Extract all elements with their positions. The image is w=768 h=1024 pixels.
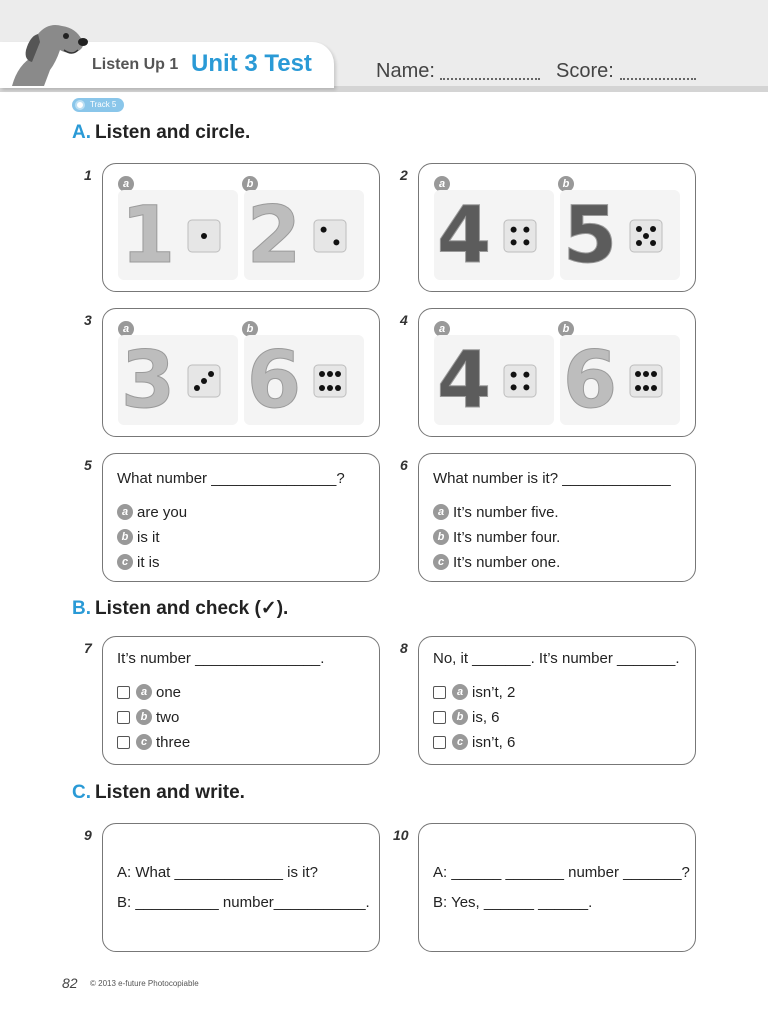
option-c[interactable] <box>117 553 160 571</box>
question-number: 4 <box>400 312 408 328</box>
option-a[interactable] <box>117 683 181 701</box>
option-c[interactable] <box>433 553 560 571</box>
die-pip <box>643 233 649 239</box>
numeral-glyph: 4 <box>436 191 492 280</box>
die-pip <box>335 371 341 377</box>
number-dice-picture[interactable] <box>434 190 554 280</box>
question-number: 1 <box>84 167 92 183</box>
option-text: are you <box>137 503 188 521</box>
option-b-marker: b <box>452 709 468 725</box>
die-pip <box>327 385 333 391</box>
option-b-marker[interactable]: b <box>558 321 574 337</box>
number-dice-picture[interactable] <box>560 335 680 425</box>
question-number: 7 <box>84 640 92 656</box>
die-pip <box>635 385 641 391</box>
question-number: 9 <box>84 827 92 843</box>
die-pip <box>523 372 529 378</box>
section-c-title <box>72 782 245 804</box>
question-number: 3 <box>84 312 92 328</box>
number-dice-picture[interactable] <box>244 335 364 425</box>
die-pip <box>335 385 341 391</box>
option-a[interactable] <box>433 503 559 521</box>
option-text: isn’t, 2 <box>472 683 516 701</box>
die-pip <box>201 233 207 239</box>
die-pip <box>327 371 333 377</box>
question-number: 8 <box>400 640 408 656</box>
score-label: Score: <box>556 60 614 82</box>
question-9-line-a[interactable]: A: What _____________ is it? <box>117 864 318 881</box>
cd-icon <box>75 100 85 110</box>
name-label: Name: <box>376 60 435 82</box>
name-field[interactable] <box>440 78 540 80</box>
die-icon <box>314 220 346 252</box>
question-number: 6 <box>400 457 408 473</box>
numeral-glyph: 3 <box>120 336 176 425</box>
option-text: It’s number one. <box>453 553 561 571</box>
die-pip <box>194 385 200 391</box>
option-c-marker: c <box>433 554 449 570</box>
die-pip <box>523 239 529 245</box>
unit-title: Unit 3 Test <box>191 50 312 77</box>
option-b[interactable] <box>433 528 560 546</box>
die-icon <box>314 365 346 397</box>
question-10-line-b[interactable]: B: Yes, ______ ______. <box>433 894 593 911</box>
option-c[interactable] <box>433 733 515 751</box>
option-text: three <box>156 733 191 751</box>
die-pip <box>511 227 517 233</box>
option-a-marker: a <box>136 684 152 700</box>
option-text: two <box>156 708 180 726</box>
checkbox[interactable] <box>433 736 446 749</box>
section-c-text: Listen and write. <box>95 782 245 803</box>
option-text: It’s number five. <box>453 503 559 521</box>
checkbox[interactable] <box>117 686 130 699</box>
die-pip <box>511 384 517 390</box>
track-label: Track 5 <box>90 100 117 109</box>
score-field[interactable] <box>620 78 696 80</box>
option-b[interactable] <box>117 528 160 546</box>
die-pip <box>319 385 325 391</box>
number-dice-picture[interactable] <box>118 190 238 280</box>
option-text: is, 6 <box>472 708 500 726</box>
option-a-marker[interactable]: a <box>118 176 134 192</box>
checkbox[interactable] <box>117 711 130 724</box>
option-c-marker: c <box>117 554 133 570</box>
option-c-marker: c <box>136 734 152 750</box>
die-pip <box>636 226 642 232</box>
option-a-marker[interactable]: a <box>434 321 450 337</box>
option-a-marker[interactable]: a <box>118 321 134 337</box>
die-pip <box>511 239 517 245</box>
question-9-line-b[interactable]: B: __________ number___________. <box>117 894 370 911</box>
question-10-box <box>418 823 696 952</box>
die-pip <box>636 240 642 246</box>
question-9-box <box>102 823 380 952</box>
numeral-glyph: 4 <box>436 336 492 425</box>
section-c-letter: C. <box>72 782 91 803</box>
die-pip <box>650 240 656 246</box>
option-a-marker: a <box>117 504 133 520</box>
section-a-text: Listen and circle. <box>95 122 251 143</box>
die-pip <box>201 378 207 384</box>
die-pip <box>523 384 529 390</box>
die-pip <box>333 239 339 245</box>
option-a[interactable] <box>433 683 515 701</box>
option-a-marker[interactable]: a <box>434 176 450 192</box>
die-pip <box>319 371 325 377</box>
option-b[interactable] <box>117 708 179 726</box>
question-6-text: What number is it? _____________ <box>433 470 671 487</box>
copyright-text: © 2013 e-future Photocopiable <box>90 979 199 988</box>
die-icon <box>504 220 536 252</box>
die-pip <box>523 227 529 233</box>
option-b-marker[interactable]: b <box>242 321 258 337</box>
number-dice-picture[interactable] <box>560 190 680 280</box>
question-8-text: No, it _______. It’s number _______. <box>433 650 680 667</box>
option-b-marker: b <box>433 529 449 545</box>
option-text: It’s number four. <box>453 528 561 546</box>
die-icon <box>504 365 536 397</box>
die-pip <box>635 371 641 377</box>
option-b-marker[interactable]: b <box>558 176 574 192</box>
question-number: 2 <box>400 167 408 183</box>
option-text: isn’t, 6 <box>472 733 516 751</box>
die-icon <box>630 365 662 397</box>
die-pip <box>321 227 327 233</box>
section-b-title <box>72 597 288 620</box>
die-pip <box>208 371 214 377</box>
die-pip <box>650 226 656 232</box>
option-text: one <box>156 683 182 701</box>
option-a-marker: a <box>433 504 449 520</box>
option-a-marker: a <box>452 684 468 700</box>
option-b-marker[interactable]: b <box>242 176 258 192</box>
question-number: 10 <box>393 827 409 843</box>
question-7-text: It’s number _______________. <box>117 650 325 667</box>
track-badge <box>72 98 124 112</box>
question-10-line-a[interactable]: A: ______ _______ number _______? <box>433 864 690 881</box>
option-text: is it <box>137 528 160 546</box>
option-b-marker: b <box>136 709 152 725</box>
option-c-marker: c <box>452 734 468 750</box>
series-title: Listen Up 1 <box>92 56 179 73</box>
option-b[interactable] <box>433 708 500 726</box>
number-dice-picture[interactable] <box>244 190 364 280</box>
numeral-glyph: 6 <box>246 336 302 425</box>
section-a-title <box>72 122 250 144</box>
die-pip <box>643 385 649 391</box>
option-a[interactable] <box>117 503 187 521</box>
checkbox[interactable] <box>433 686 446 699</box>
die-pip <box>651 385 657 391</box>
numeral-glyph: 2 <box>246 191 302 280</box>
checkbox[interactable] <box>117 736 130 749</box>
numeral-glyph: 1 <box>120 191 176 280</box>
section-b-letter: B. <box>72 598 91 619</box>
section-b-text: Listen and check (✓). <box>95 598 289 619</box>
numeral-glyph: 6 <box>562 336 618 425</box>
die-pip <box>511 372 517 378</box>
dog-mascot-icon <box>4 16 92 88</box>
section-a-letter: A. <box>72 122 91 143</box>
question-5-text: What number _______________? <box>117 470 345 487</box>
checkbox[interactable] <box>433 711 446 724</box>
number-dice-picture[interactable] <box>118 335 238 425</box>
option-c[interactable] <box>117 733 190 751</box>
numeral-glyph: 5 <box>562 191 618 280</box>
option-b-marker: b <box>117 529 133 545</box>
question-number: 5 <box>84 457 92 473</box>
number-dice-picture[interactable] <box>434 335 554 425</box>
page-number: 82 <box>62 975 78 991</box>
option-text: it is <box>137 553 160 571</box>
die-pip <box>651 371 657 377</box>
die-pip <box>643 371 649 377</box>
